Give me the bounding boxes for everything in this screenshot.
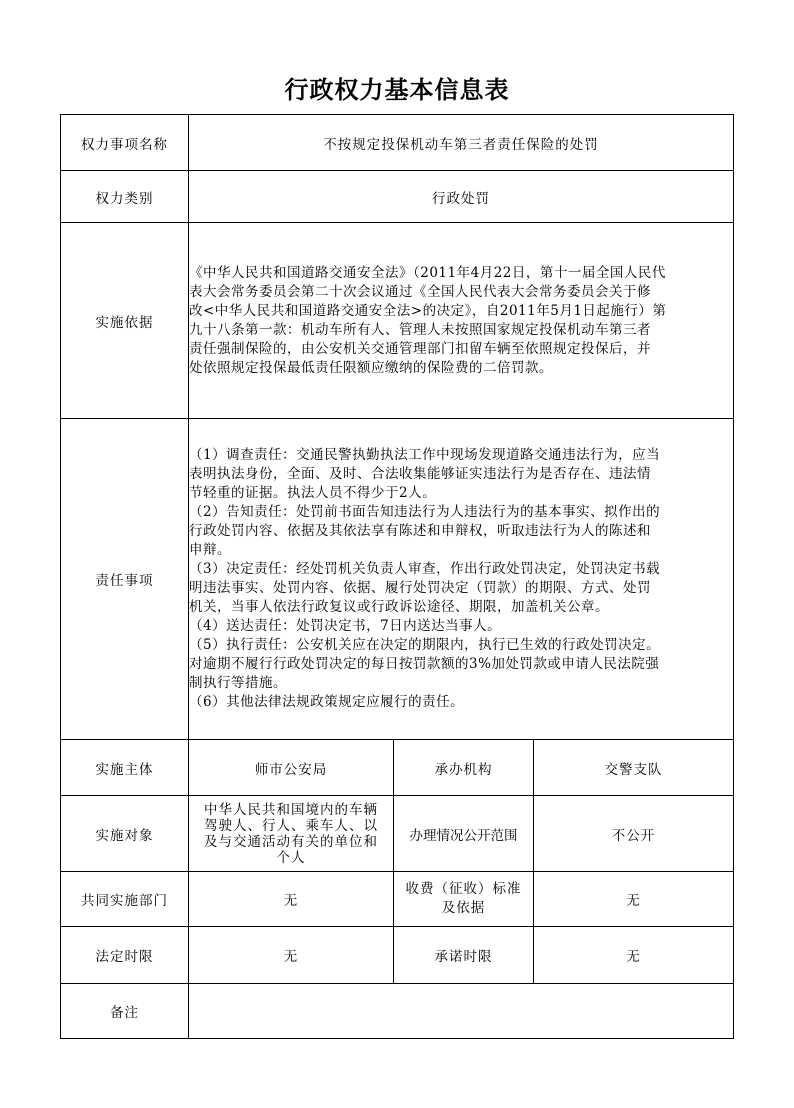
promised-time-limit-value: 无 [534,927,734,984]
legal-time-limit-value: 无 [189,927,394,984]
responsibility-line: 制执行等措施。 [189,675,287,691]
info-table [60,114,734,1039]
responsibility-line: 行政处罚内容、依据及其依法享有陈述和申辩权，听取违法行为人的陈述和 [189,523,651,539]
remarks-value [189,984,734,1039]
responsibility-line: （5）执行责任：公安机关应在决定的期限内，执行已生效的行政处罚决定。 [189,637,661,653]
power-category-label: 权力类别 [61,171,189,223]
basis-label: 实施依据 [61,223,189,419]
responsibility-line: 表明执法身份，全面、及时、合法收集能够证实违法行为是否存在、违法情 [189,466,651,482]
row-subject [61,740,734,796]
target-value [189,796,394,872]
basis-line: 《中华人民共和国道路交通安全法》（2011年4月22日，第十一届全国人民代 [189,264,666,281]
basis-line: 表大会常务委员会第二十次会议通过《全国人民代表大会常务委员会关于修 [189,283,651,300]
promised-time-limit-label: 承诺时限 [394,927,534,984]
fee-standard-line: 收费（征收）标准 [405,881,522,897]
fee-standard-value: 无 [534,872,734,927]
target-line: 中华人民共和国境内的车辆 [204,801,378,818]
target-label: 实施对象 [61,796,189,872]
legal-time-limit-label: 法定时限 [61,927,189,984]
responsibility-line: 明违法事实、处罚内容、依据、履行处罚决定（罚款）的期限、方式、处罚 [189,580,651,596]
remarks-label: 备注 [61,984,189,1039]
responsibility-line: 机关，当事人依法行政复议或行政诉讼途径、期限，加盖机关公章。 [189,599,609,615]
row-basis [61,223,734,419]
page-title: 行政权力基本信息表 [284,75,510,104]
handling-org-value: 交警支队 [534,740,734,796]
row-target [61,796,734,872]
responsibility-label: 责任事项 [61,419,189,740]
target-line: 个人 [276,849,306,866]
basis-line: 九十八条第一款：机动车所有人、管理人未按照国家规定投保机动车第三者 [189,321,651,338]
basis-line: 改<中华人民共和国道路交通安全法>的决定》，自2011年5月1日起施行）第 [189,302,667,319]
responsibility-line: 对逾期不履行行政处罚决定的每日按罚款额的3%加处罚款或申请人民法院强 [189,656,660,672]
row-power-name [61,115,734,171]
power-name-value: 不按规定投保机动车第三者责任保险的处罚 [189,115,734,171]
joint-dept-label: 共同实施部门 [61,872,189,927]
disclosure-scope-value: 不公开 [534,796,734,872]
row-joint [61,872,734,927]
basis-text [189,223,734,419]
fee-standard-label [394,872,534,927]
row-remarks [61,984,734,1039]
power-category-value: 行政处罚 [189,171,734,223]
responsibility-line: 节轻重的证据。执法人员不得少于2人。 [189,485,437,501]
subject-value: 师市公安局 [189,740,394,796]
joint-dept-value: 无 [189,872,394,927]
responsibility-line: 申辩。 [189,542,231,558]
row-responsibility [61,419,734,740]
fee-standard-line: 及依据 [441,900,486,916]
power-name-label: 权力事项名称 [61,115,189,171]
responsibility-line: （1）调查责任：交通民警执勤执法工作中现场发现道路交通违法行为，应当 [189,447,661,463]
row-power-category [61,171,734,223]
subject-label: 实施主体 [61,740,189,796]
responsibility-line: （2）告知责任：处罚前书面告知违法行为人违法行为的基本事实、拟作出的 [189,504,661,520]
responsibility-line: （3）决定责任：经处罚机关负责人审查，作出行政处罚决定，处罚决定书载 [189,561,661,577]
target-line: 驾驶人、行人、乘车人、以 [204,817,378,834]
handling-org-label: 承办机构 [394,740,534,796]
responsibility-line: （6）其他法律法规政策规定应履行的责任。 [189,694,465,710]
responsibility-line: （4）送达责任：处罚决定书，7日内送达当事人。 [189,618,502,634]
target-line: 及与交通活动有关的单位和 [204,833,378,850]
responsibility-text [189,419,734,740]
disclosure-scope-label: 办理情况公开范围 [394,796,534,872]
basis-line: 责任强制保险的，由公安机关交通管理部门扣留车辆至依照规定投保后，并 [189,340,651,357]
row-time-limit [61,927,734,984]
basis-line: 处依照规定投保最低责任限额应缴纳的保险费的二倍罚款。 [189,359,553,376]
